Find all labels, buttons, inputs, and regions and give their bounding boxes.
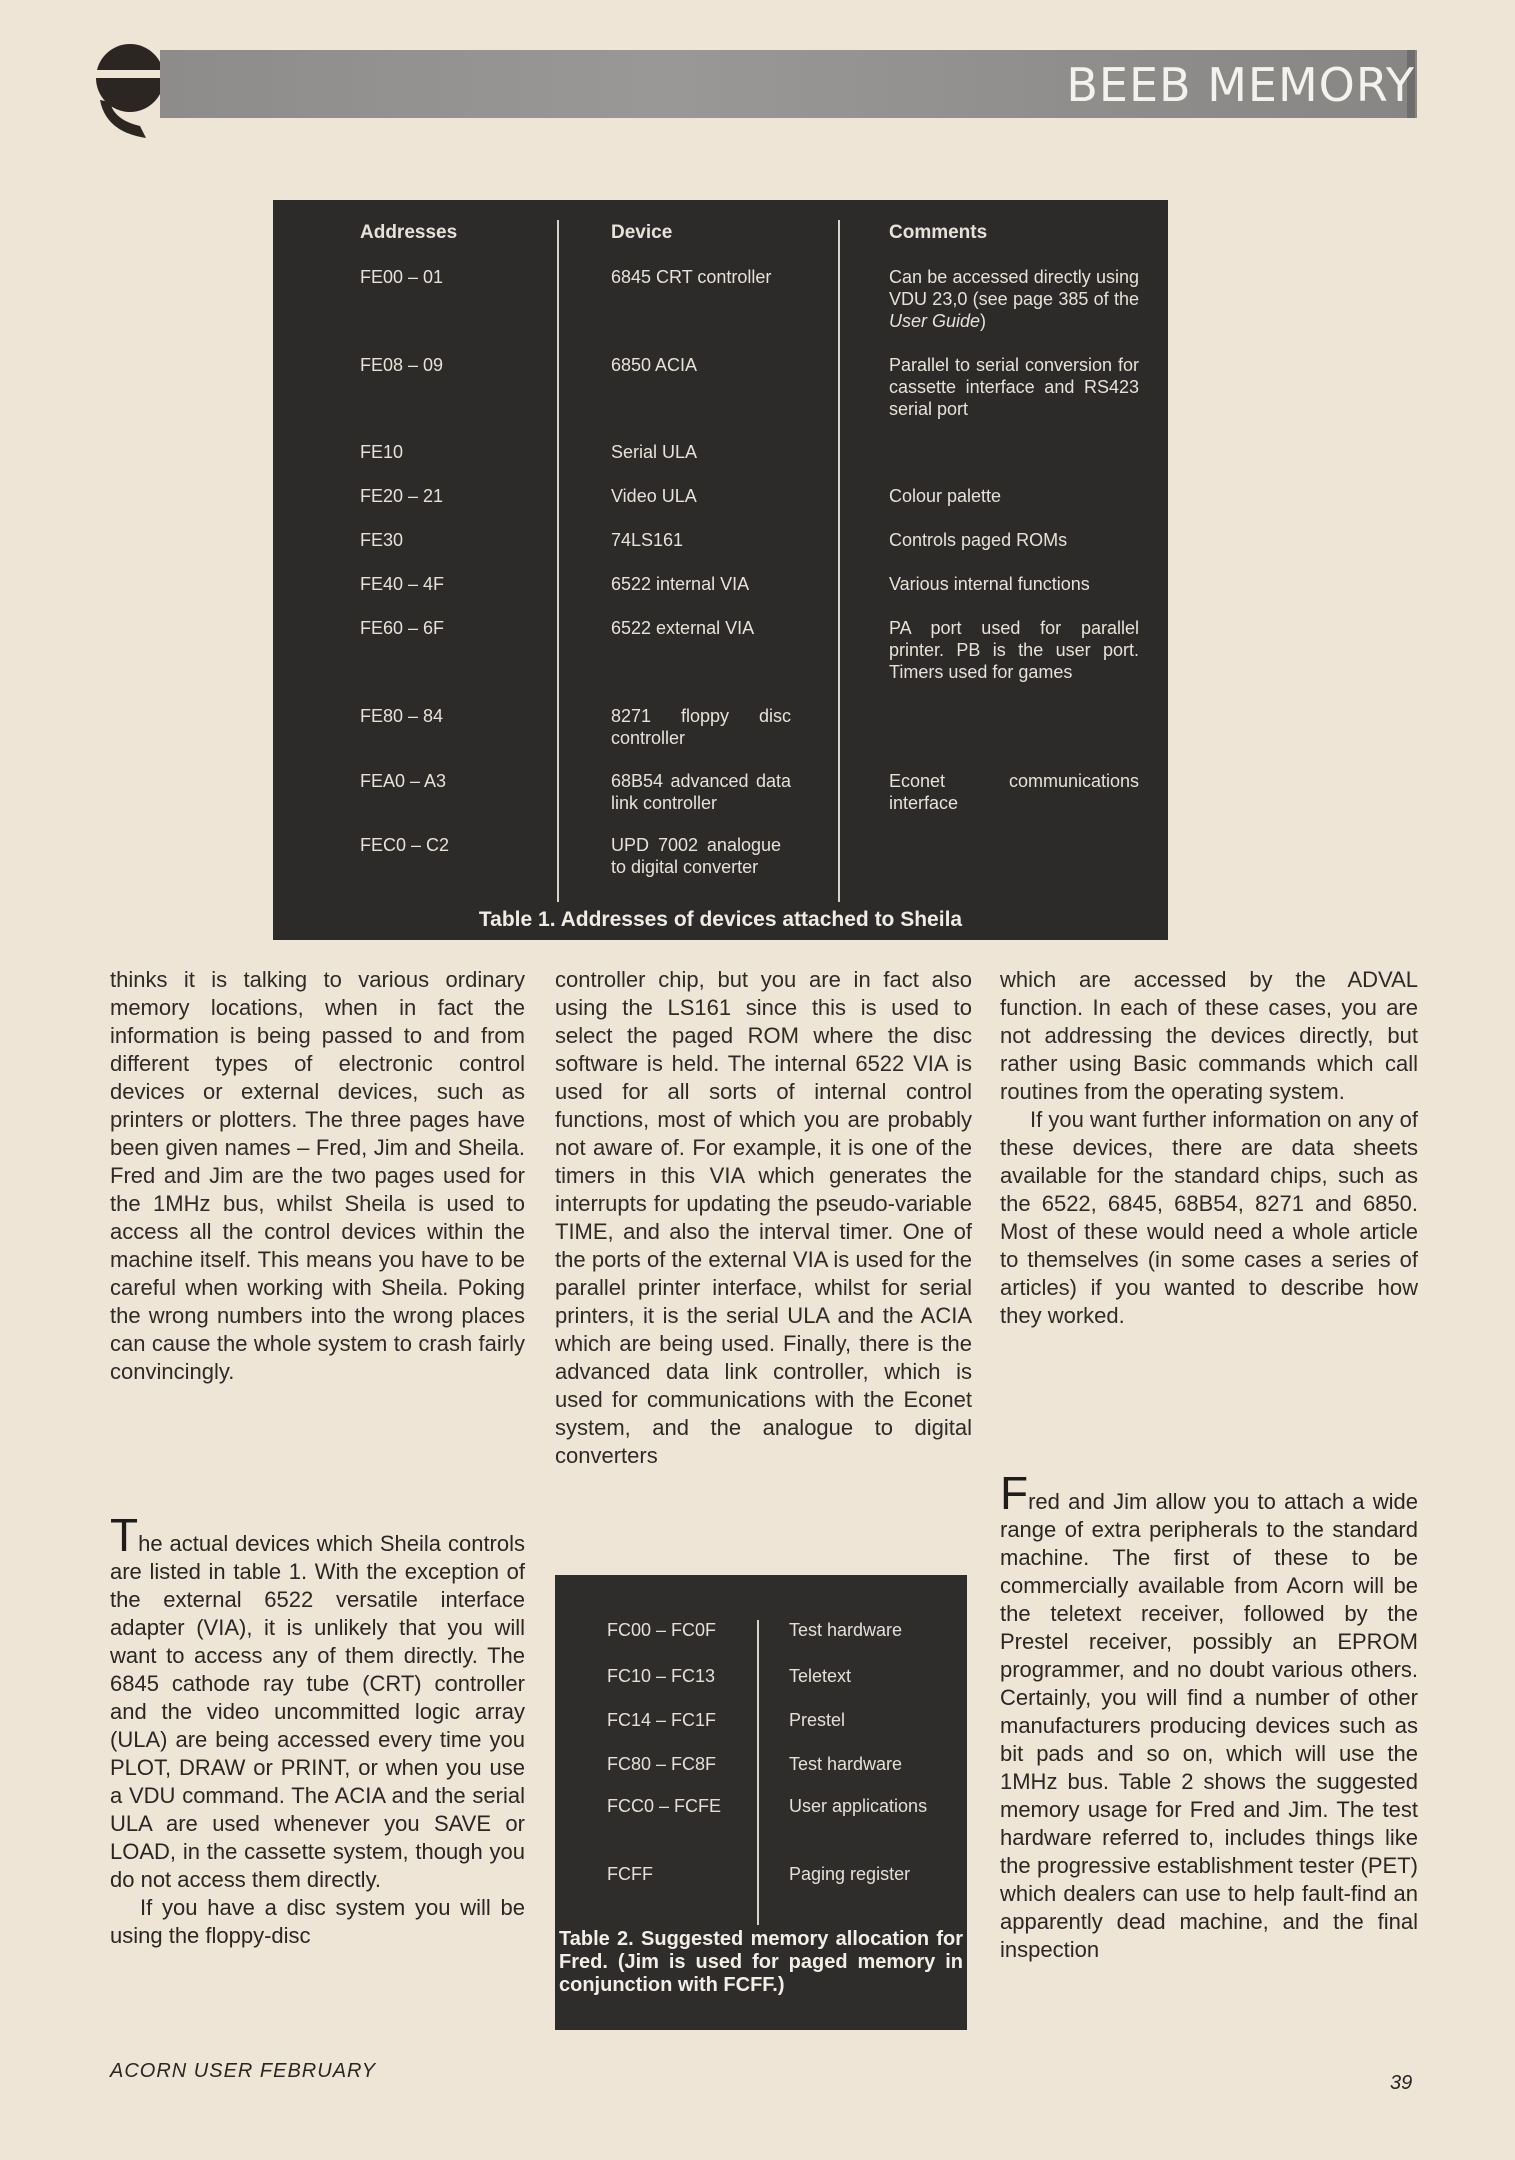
- table-cell-comment: Various internal functions: [889, 574, 1090, 594]
- table-2-caption: Table 2. Suggested memory allocation for Fred. (Jim is used for paged memory in conjunction with FCFF.): [559, 1928, 963, 1996]
- table-cell-device: UPD 7002 analogue to digital converter: [611, 835, 781, 877]
- paragraph: controller chip, but you are in fact also using the LS161 since this is used to select the paged ROM where the disc software is held. The internal 6522 VIA is used for all sorts of internal control functions, most of which you are probably not aware of. For example, it is one of the timers in this VIA which generates the interrupts for updating the pseudo-variable TIME, and also the interval timer. One of the ports of the external VIA is used for the parallel printer interface, whilst for serial printers, it is the serial ULA and the ACIA which are being used. Finally, there is the advanced data link controller, which is used for communications with the Econet system, and the analogue to digital converters: [555, 967, 972, 1468]
- column-middle: [555, 966, 972, 1470]
- column-right-lower: [1000, 1467, 1418, 1964]
- column-right: [1000, 966, 1418, 1330]
- paragraph: which are accessed by the ADVAL function. In each of these cases, you are not addressing the devices directly, but rather using Basic commands which call routines from the operating system.: [1000, 967, 1418, 1104]
- table-cell-comment: Controls paged ROMs: [889, 530, 1068, 550]
- table-cell-address: FE08 – 09: [360, 355, 444, 375]
- table-cell-address: FCFF: [607, 1864, 653, 1884]
- drop-cap: F: [1000, 1467, 1029, 1519]
- table-cell-use: Prestel: [789, 1710, 846, 1730]
- table-cell-comment: Parallel to serial conversion for cassette interface and RS423 serial port: [889, 355, 1139, 419]
- section-title: BEEB MEMORY: [1066, 58, 1415, 112]
- paragraph: thinks it is talking to various ordinary memory locations, when in fact the information is being passed to and from different types of electronic control devices or external devices, such as printers or plotters. The three pages have been given names – Fred, Jim and Sheila. Fred and Jim are the two pages used for the 1MHz bus, whilst Sheila is used to access all the control devices within the machine itself. This means you have to be careful when working with Sheila. Poking the wrong numbers into the wrong places can cause the whole system to crash fairly convincingly.: [110, 967, 525, 1384]
- paragraph: If you want further information on any of these devices, there are data sheets available for the standard chips, such as the 6522, 6845, 68B54, 8271 and 6850. Most of these would need a whole article to themselves (in some cases a series of articles) if you wanted to describe how they worked.: [1000, 1107, 1418, 1328]
- paragraph: Fred and Jim allow you to attach a wide range of extra peripherals to the standard machine. The first of these to be commercially available from Acorn will be the teletext receiver, followed by the Prestel receiver, possibly an EPROM programmer, and no doubt various others. Certainly, you will find a number of other manufacturers producing devices such as bit pads and so on, which will use the 1MHz bus. Table 2 shows the suggested memory usage for Fred and Jim. The test hardware referred to, includes things like the progressive establishment tester (PET) which dealers can use to help fault-find an apparently dead machine, and the final inspection: [1000, 1467, 1418, 1962]
- table-cell-comment: Colour palette: [889, 486, 1002, 506]
- table-cell-address: FE80 – 84: [360, 706, 444, 726]
- table-cell-comment: Can be accessed directly using VDU 23,0 (see page 385 of the User Guide): [889, 267, 1139, 331]
- table-header-comments: Comments: [889, 222, 988, 243]
- table-cell-address: FE30: [360, 530, 404, 550]
- table-cell-comment: PA port used for parallel printer. PB is the user port. Timers used for games: [889, 618, 1139, 682]
- table-cell-use: Test hardware: [789, 1754, 903, 1774]
- table-cell-device: 6850 ACIA: [611, 355, 698, 375]
- table-cell-address: FC14 – FC1F: [607, 1710, 717, 1730]
- column-divider: [757, 1620, 759, 1925]
- drop-cap: T: [110, 1509, 139, 1561]
- column-left-lower: [110, 1509, 525, 1950]
- table-cell-address: FC00 – FC0F: [607, 1620, 717, 1640]
- page-number: 39: [1390, 2072, 1413, 2094]
- table-cell-device: 6845 CRT controller: [611, 267, 772, 287]
- footer-publication: ACORN USER FEBRUARY: [110, 2060, 377, 2082]
- table-cell-address: FEC0 – C2: [360, 835, 450, 855]
- table-1: [273, 200, 1168, 940]
- table-cell-address: FE10: [360, 442, 404, 462]
- table-cell-address: FE00 – 01: [360, 267, 444, 287]
- table-cell-device: 68B54 advanced data link controller: [611, 771, 791, 813]
- table-cell-device: 6522 internal VIA: [611, 574, 750, 594]
- column-divider: [838, 220, 840, 902]
- table-cell-address: FE60 – 6F: [360, 618, 445, 638]
- table-cell-address: FC80 – FC8F: [607, 1754, 717, 1774]
- table-cell-use: Teletext: [789, 1666, 852, 1686]
- table-cell-use: Test hardware: [789, 1620, 903, 1640]
- table-cell-device: 8271 floppy disc controller: [611, 706, 791, 748]
- table-2: [555, 1575, 967, 2030]
- table-cell-address: FCC0 – FCFE: [607, 1796, 722, 1816]
- table-cell-address: FC10 – FC13: [607, 1666, 716, 1686]
- table-cell-device: 6522 external VIA: [611, 618, 755, 638]
- table-cell-address: FE40 – 4F: [360, 574, 445, 594]
- table-cell-device: 74LS161: [611, 530, 684, 550]
- table-cell-device: Video ULA: [611, 486, 697, 506]
- table-cell-use: User applications: [789, 1796, 928, 1816]
- table-cell-address: FE20 – 21: [360, 486, 444, 506]
- table-cell-use: Paging register: [789, 1864, 911, 1884]
- table-header-device: Device: [611, 222, 673, 243]
- table-1-caption: Table 1. Addresses of devices attached to Sheila: [478, 908, 963, 931]
- paragraph: The actual devices which Sheila controls are listed in table 1. With the exception of the external 6522 versatile interface adapter (VIA), it is unlikely that you will want to access any of them directly. The 6845 cathode ray tube (CRT) controller and the video uncommitted logic array (ULA) are being accessed every time you PLOT, DRAW or PRINT, or when you use a VDU command. The ACIA and the serial ULA are used whenever you SAVE or LOAD, in the cassette system, though you do not access them directly.: [110, 1509, 525, 1892]
- table-cell-address: FEA0 – A3: [360, 771, 447, 791]
- column-divider: [557, 220, 559, 902]
- paragraph: If you have a disc system you will be using the floppy-disc: [110, 1895, 525, 1948]
- table-header-addresses: Addresses: [360, 222, 458, 243]
- table-cell-comment: Econet communications interface: [889, 771, 1139, 813]
- table-cell-device: Serial ULA: [611, 442, 698, 462]
- column-left: [110, 966, 525, 1386]
